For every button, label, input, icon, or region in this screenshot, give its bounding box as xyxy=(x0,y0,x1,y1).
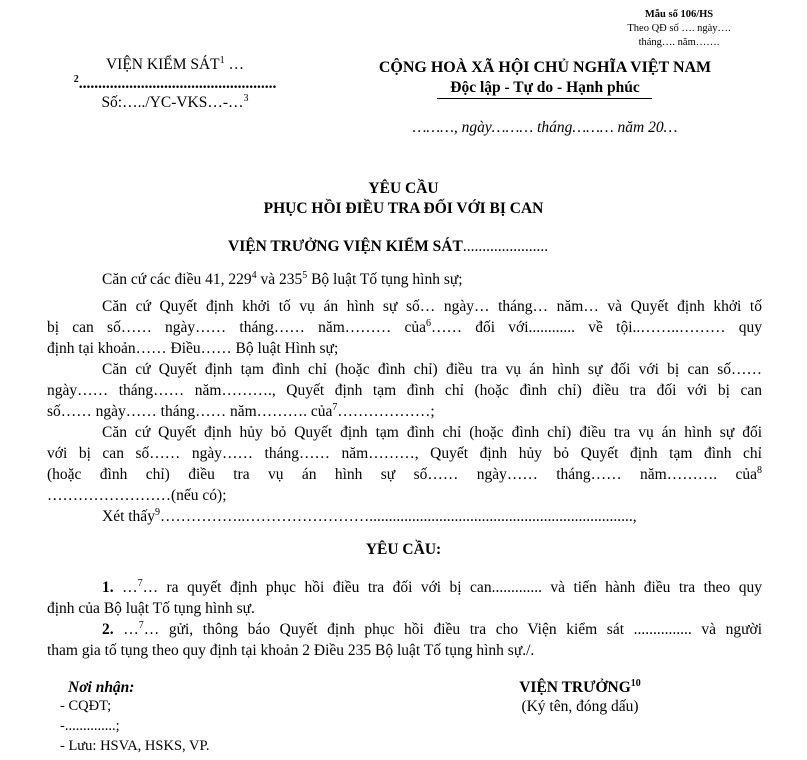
recipient-1: - CQĐT; xyxy=(60,698,112,714)
basis-paragraph-4-line-3: (hoặc đình chỉ) điều tra vụ án hình sự số…… ngày…… tháng…… năm………. của$^8$ xyxy=(47,464,762,483)
request-item-2-line-2: tham gia tố tụng theo quy định tại khoản 2 Điều 235 Bộ luật Tố tụng hình sự./. xyxy=(47,642,535,659)
signer-note: (Ký tên, đóng dấu) xyxy=(521,698,639,715)
form-code-date: tháng…. năm……. xyxy=(638,37,720,48)
sub-agency-line: $^2$................................................... xyxy=(73,73,277,92)
request-item-1-line-2: định của Bộ luật Tố tụng hình sự. xyxy=(47,600,255,617)
request-item-2-line-1: 2. …$^7$… gửi, thông báo Quyết định phục hồi điều tra cho Viện kiểm sát ............... và người xyxy=(102,619,763,638)
document-number: Số:…../YC-VKS…-…$^3$ xyxy=(101,92,249,111)
motto-underline xyxy=(437,98,652,99)
basis-paragraph-2-line-3: định tại khoản…… Điều…… Bộ luật Hình sự; xyxy=(47,340,339,357)
form-code-number: Mẫu số 106/HS xyxy=(644,9,714,20)
basis-paragraph-1: Căn cứ các điều 41, $229^4$ và $235^5$ Bộ luật Tố tụng hình sự; xyxy=(102,269,463,288)
considering-paragraph: Xét thấy$^9$……………..……………………...................................................................., xyxy=(102,506,637,525)
basis-paragraph-4-line-4: ……………………(nếu có); xyxy=(47,487,227,504)
form-code xyxy=(604,8,754,50)
basis-paragraph-2-line-1: Căn cứ Quyết định khởi tố vụ án hình sự số… ngày… tháng… năm… và Quyết định khởi tố xyxy=(102,298,762,315)
basis-paragraph-3-line-3: số…… ngày…… tháng…… năm………. của$^7$………………; xyxy=(47,401,435,420)
left-header xyxy=(60,55,290,112)
request-heading: YÊU CẦU: xyxy=(365,541,442,558)
request-item-1-line-1: 1. …$^7$… ra quyết định phục hồi điều tra đối với bị can............. và tiến hành điều tra theo quy xyxy=(102,577,763,596)
recipient-2: -..............; xyxy=(60,718,120,734)
place-date-line: ………, ngày……… tháng……… năm 20… xyxy=(412,119,678,136)
document-subtitle: PHỤC HỒI ĐIỀU TRA ĐỐI VỚI BỊ CAN xyxy=(263,200,544,217)
form-code-decision: Theo QĐ số …. ngày…. xyxy=(627,23,731,34)
basis-paragraph-3-line-2: ngày…… tháng…… năm………., Quyết định tạm đình chỉ (hoặc đình chỉ) điều tra đối với bị can xyxy=(47,382,762,399)
issuing-authority: VIỆN TRƯỞNG VIỆN KIỂM SÁT...................... xyxy=(228,238,549,255)
nation-title: CỘNG HOÀ XÃ HỘI CHỦ NGHĨA VIỆT NAM xyxy=(378,59,712,76)
basis-paragraph-3-line-1: Căn cứ Quyết định tạm đình chỉ (hoặc đình chỉ) điều tra vụ án hình sự đối với bị can số…… xyxy=(102,361,762,378)
recipients-title: Nơi nhận: xyxy=(68,679,135,696)
basis-paragraph-2-line-2: bị can số…… ngày…… tháng…… năm……… của$^6$…… đối với............ về tội..……..……… quy xyxy=(47,317,762,336)
signer-title: VIỆN TRƯỞNG$^{10}$ xyxy=(519,677,641,696)
national-motto: Độc lập - Tự do - Hạnh phúc xyxy=(450,79,640,96)
recipient-3: - Lưu: HSVA, HSKS, VP. xyxy=(60,738,210,754)
document-title: YÊU CẦU xyxy=(368,180,439,197)
agency-name: VIỆN KIỂM SÁT$^1$ … xyxy=(105,54,245,73)
basis-paragraph-4-line-2: với bị can số…… ngày…… tháng…… năm………, Quyết định hủy bỏ Quyết định tạm đình chỉ xyxy=(47,445,762,462)
basis-paragraph-4-line-1: Căn cứ Quyết định hủy bỏ Quyết định tạm đình chỉ (hoặc đình chỉ) điều tra vụ án hình sự đối xyxy=(102,424,762,441)
